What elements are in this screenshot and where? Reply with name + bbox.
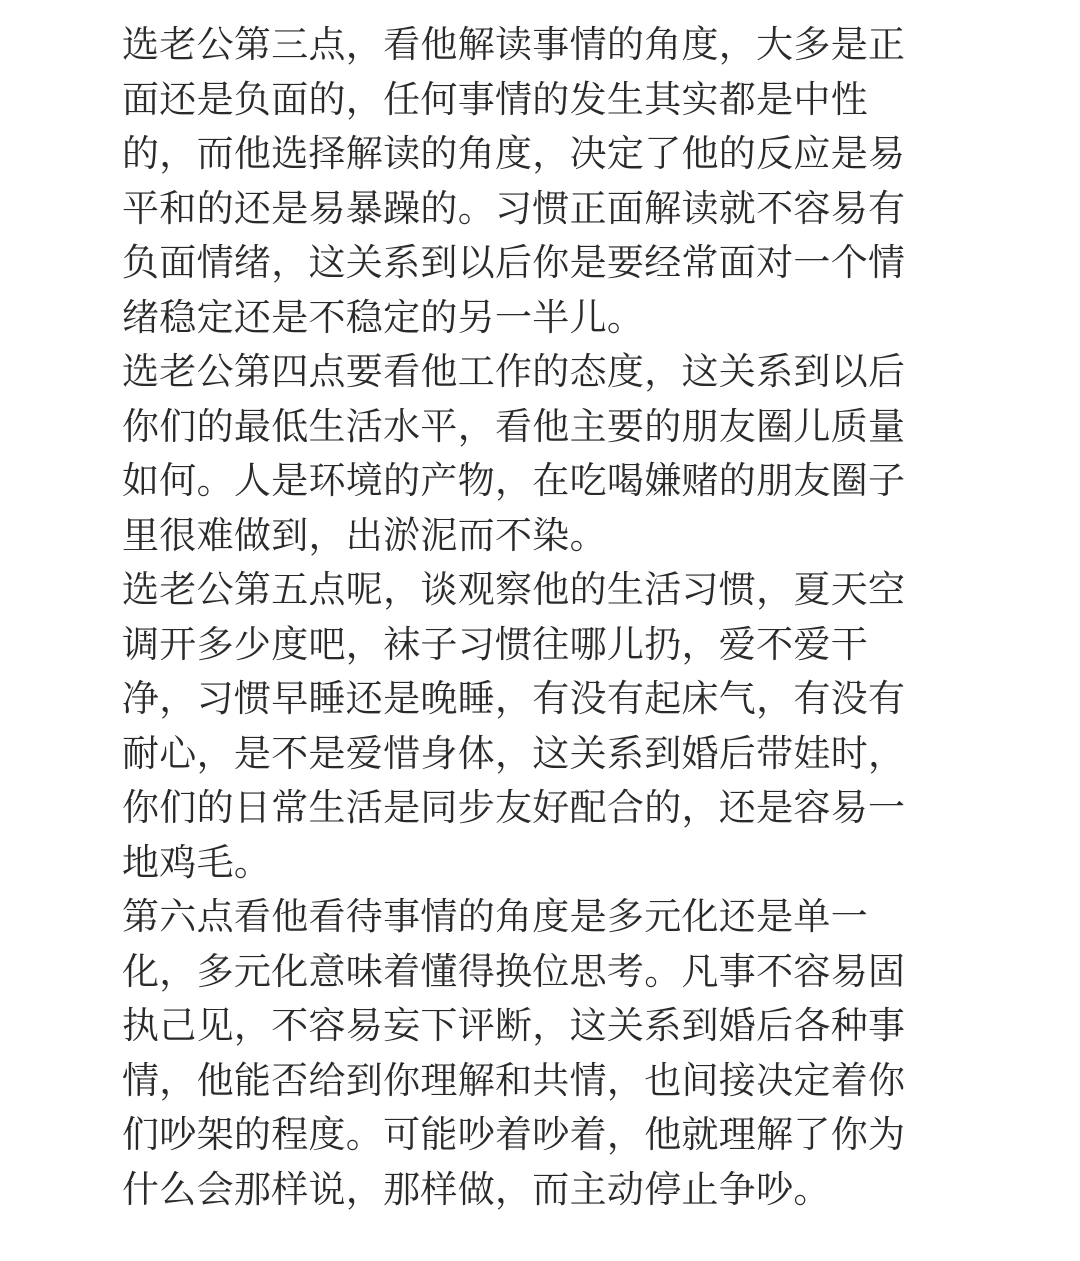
text-line: 地鸡毛。: [122, 840, 272, 884]
text-line: 净，习惯早睡还是晚睡，有没有起床气，有没有: [122, 677, 906, 720]
text-line: 你们的日常生活是同步友好配合的，还是容易一: [122, 786, 906, 829]
text-line: 绪稳定还是不稳定的另一半儿。: [122, 295, 645, 339]
text-line: 情，他能否给到你理解和共情，也间接决定着你: [122, 1058, 906, 1102]
article-text: [122, 18, 952, 1217]
text-line: 选老公第三点，看他解读事情的角度，大多是正: [122, 23, 906, 66]
text-line: 里很难做到，出淤泥而不染。: [122, 513, 607, 557]
text-line: 平和的还是易暴躁的。习惯正面解读就不容易有: [122, 186, 906, 230]
text-line: 选老公第四点要看他工作的态度，这关系到以后: [122, 350, 906, 393]
text-line: 调开多少度吧，袜子习惯往哪儿扔，爱不爱干: [122, 622, 868, 666]
text-line: 执己见，不容易妄下评断，这关系到婚后各种事: [122, 1004, 906, 1047]
text-line: 如何。人是环境的产物，在吃喝嫌赌的朋友圈子: [122, 459, 906, 502]
text-line: 们吵架的程度。可能吵着吵着，他就理解了你为: [122, 1113, 906, 1156]
text-line: 的，而他选择解读的角度，决定了他的反应是易: [122, 132, 906, 175]
text-line: 选老公第五点呢，谈观察他的生活习惯，夏天空: [122, 568, 906, 611]
text-line: 负面情绪，这关系到以后你是要经常面对一个情: [122, 241, 906, 284]
text-line: 第六点看他看待事情的角度是多元化还是单一: [122, 895, 868, 938]
text-line: 你们的最低生活水平，看他主要的朋友圈儿质量: [122, 404, 906, 448]
text-line: 耐心，是不是爱惜身体，这关系到婚后带娃时，: [122, 731, 906, 775]
text-line: 什么会那样说，那样做，而主动停止争吵。: [122, 1167, 831, 1211]
text-line: 化，多元化意味着懂得换位思考。凡事不容易固: [122, 949, 906, 993]
text-line: 面还是负面的，任何事情的发生其实都是中性: [122, 77, 868, 121]
